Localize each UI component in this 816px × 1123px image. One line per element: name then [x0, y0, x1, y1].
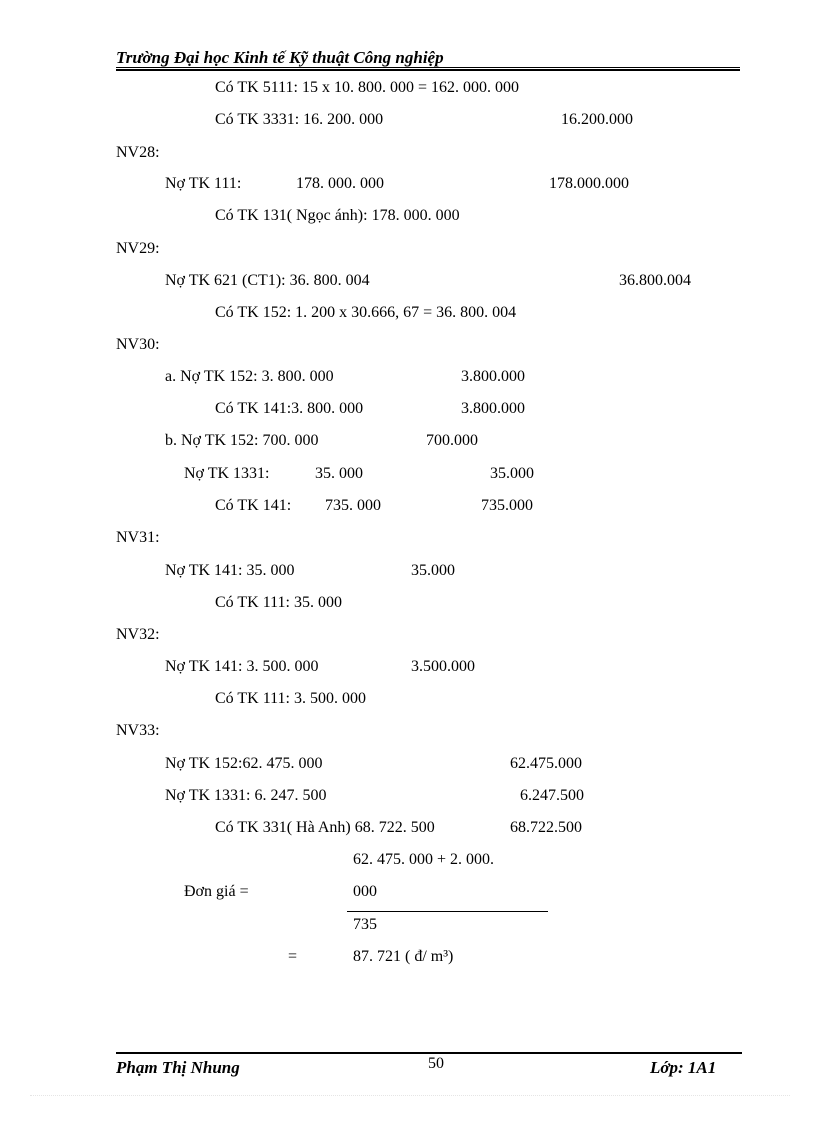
unit-price-label: Đơn giá =	[184, 883, 249, 900]
entry-amount: 178.000.000	[549, 175, 629, 192]
section-label-nv30: NV30:	[116, 336, 160, 353]
entry-line: Nợ TK 1331: 6. 247. 500	[165, 787, 327, 804]
entry-amount: 3.800.000	[461, 368, 525, 385]
footer-author: Phạm Thị Nhung	[116, 1058, 240, 1077]
entry-amount: 700.000	[426, 432, 478, 449]
header-rule-thin	[116, 67, 740, 68]
entry-line: Nợ TK 1331:	[184, 465, 270, 482]
entry-line: Có TK 5111: 15 x 10. 800. 000 = 162. 000. 000	[215, 79, 519, 96]
entry-line: 35. 000	[315, 465, 363, 482]
entry-line: a. Nợ TK 152: 3. 800. 000	[165, 368, 334, 385]
entry-line: Nợ TK 141: 35. 000	[165, 562, 295, 579]
entry-amount: 35.000	[411, 562, 455, 579]
fraction-denominator: 735	[353, 916, 377, 933]
entry-line: Có TK 131( Ngọc ánh): 178. 000. 000	[215, 207, 460, 224]
entry-line: 735. 000	[325, 497, 381, 514]
entry-amount: 36.800.004	[619, 272, 691, 289]
entry-line: Nợ TK 111:	[165, 175, 242, 192]
entry-line: Có TK 141:3. 800. 000	[215, 400, 364, 417]
section-label-nv33: NV33:	[116, 722, 160, 739]
entry-amount: 735.000	[481, 497, 533, 514]
entry-line: Có TK 111: 3. 500. 000	[215, 690, 366, 707]
page-number: 50	[428, 1055, 444, 1072]
fraction-line	[347, 911, 548, 912]
entry-line: Nợ TK 152:62. 475. 000	[165, 755, 323, 772]
bottom-dotted-line	[30, 1095, 790, 1096]
section-label-nv31: NV31:	[116, 529, 160, 546]
section-label-nv28: NV28:	[116, 144, 160, 161]
entry-line: Có TK 331( Hà Anh) 68. 722. 500	[215, 819, 435, 836]
entry-line: Nợ TK 141: 3. 500. 000	[165, 658, 319, 675]
entry-amount: 68.722.500	[510, 819, 582, 836]
entry-amount: 6.247.500	[520, 787, 584, 804]
entry-amount: 16.200.000	[561, 111, 633, 128]
entry-line: Có TK 141:	[215, 497, 292, 514]
fraction-numerator-cont: 000	[353, 883, 377, 900]
page-header-title: Trường Đại học Kinh tế Kỹ thuật Công nghiệp	[116, 48, 444, 67]
entry-line: 178. 000. 000	[296, 175, 384, 192]
section-label-nv32: NV32:	[116, 626, 160, 643]
footer-class: Lớp: 1A1	[650, 1058, 717, 1077]
entry-line: Có TK 111: 35. 000	[215, 594, 342, 611]
entry-amount: 3.800.000	[461, 400, 525, 417]
entry-line: Nợ TK 621 (CT1): 36. 800. 004	[165, 272, 370, 289]
fraction-numerator: 62. 475. 000 + 2. 000.	[353, 851, 495, 868]
entry-line: Có TK 3331: 16. 200. 000	[215, 111, 384, 128]
entry-line: b. Nợ TK 152: 700. 000	[165, 432, 319, 449]
equals-sign: =	[288, 948, 298, 965]
entry-amount: 35.000	[490, 465, 534, 482]
unit-price-result: 87. 721 ( đ/ m³)	[353, 948, 454, 965]
entry-amount: 3.500.000	[411, 658, 475, 675]
section-label-nv29: NV29:	[116, 240, 160, 257]
footer-rule	[116, 1052, 742, 1054]
entry-line: Có TK 152: 1. 200 x 30.666, 67 = 36. 800. 004	[215, 304, 517, 321]
header-rule-thick	[116, 69, 740, 71]
entry-amount: 62.475.000	[510, 755, 582, 772]
